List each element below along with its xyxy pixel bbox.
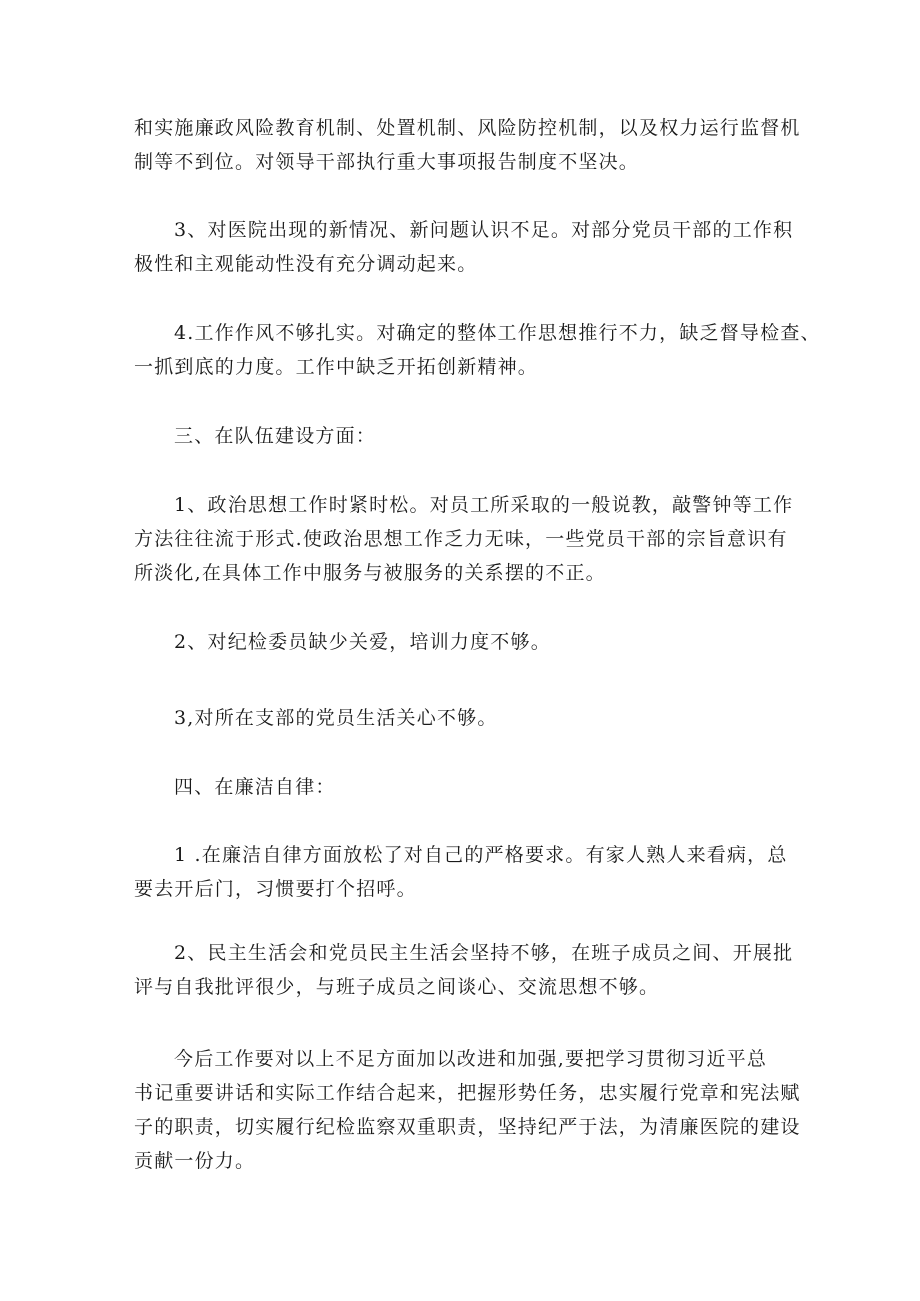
paragraph-line: 4.工作作风不够扎实。对确定的整体工作思想推行不力，缺乏督导检查、 <box>174 322 821 344</box>
paragraph-item-2-democratic-life <box>134 936 794 1004</box>
paragraph-item-2-inspection-members <box>134 625 794 659</box>
section-heading-self-discipline <box>134 770 794 804</box>
paragraph-line: 3、对医院出现的新情况、新问题认识不足。对部分党员干部的工作积 <box>174 219 794 241</box>
paragraph-line: 贡献一份力。 <box>134 1150 256 1172</box>
paragraph-line: 2、对纪检委员缺少关爱，培训力度不够。 <box>174 631 551 653</box>
paragraph-line: 制等不到位。对领导干部执行重大事项报告制度不坚决。 <box>134 151 640 173</box>
section-heading-text: 四、在廉洁自律： <box>174 776 336 798</box>
paragraph-line: 要去开后门，习惯要打个招呼。 <box>134 878 417 900</box>
section-heading-team-building <box>134 419 794 453</box>
paragraph-item-4-work-style <box>134 316 821 384</box>
paragraph-item-3-party-life <box>134 701 794 735</box>
paragraph-line: 今后工作要对以上不足方面加以改进和加强,要把学习贯彻习近平总 <box>174 1048 768 1070</box>
paragraph-line: 评与自我批评很少，与班子成员之间谈心、交流思想不够。 <box>134 976 660 998</box>
paragraph-line: 1 .在廉洁自律方面放松了对自己的严格要求。有家人熟人来看病，总 <box>174 844 788 866</box>
paragraph-future-work <box>134 1042 801 1178</box>
paragraph-line: 1、政治思想工作时紧时松。对员工所采取的一般说教，敲警钟等工作 <box>174 494 794 516</box>
paragraph-line: 子的职责，切实履行纪检监察双重职责，坚持纪严于法，为清廉医院的建设 <box>134 1116 801 1138</box>
paragraph-item-1-political-work <box>134 488 794 590</box>
paragraph-item-3-new-situations <box>134 213 794 281</box>
paragraph-line: 一抓到底的力度。工作中缺乏开拓创新精神。 <box>134 356 539 378</box>
paragraph-line: 所淡化,在具体工作中服务与被服务的关系摆的不正。 <box>134 562 606 584</box>
paragraph-line: 2、民主生活会和党员民主生活会坚持不够，在班子成员之间、开展批 <box>174 942 794 964</box>
section-heading-text: 三、在队伍建设方面： <box>174 425 377 447</box>
paragraph-line: 3,对所在支部的党员生活关心不够。 <box>174 707 498 729</box>
paragraph-line: 和实施廉政风险教育机制、处置机制、风险防控机制，以及权力运行监督机 <box>134 117 801 139</box>
paragraph-supervision-mechanisms <box>134 111 801 179</box>
paragraph-line: 书记重要讲话和实际工作结合起来，把握形势任务，忠实履行党章和宪法赋 <box>134 1082 801 1104</box>
paragraph-line: 方法往往流于形式.使政治思想工作乏力无味，一些党员干部的宗旨意识有 <box>134 528 788 550</box>
paragraph-line: 极性和主观能动性没有充分调动起来。 <box>134 253 478 275</box>
paragraph-item-1-strict-requirements <box>134 838 794 906</box>
